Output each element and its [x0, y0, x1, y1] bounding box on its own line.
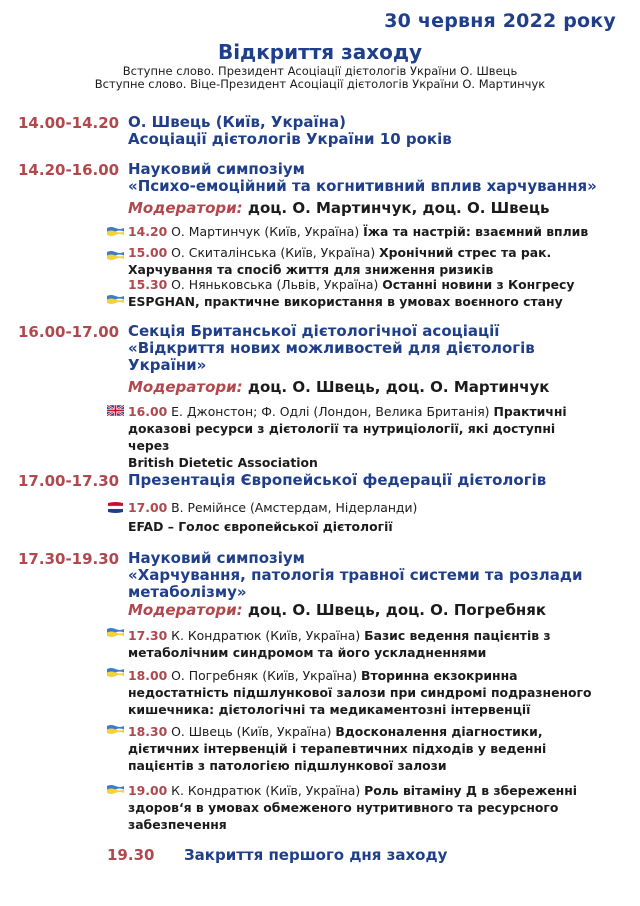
talk-item: 18.30 О. Швець (Київ, Україна) Вдосконалення діагностики, дієтичних інтервенцій і терапевтичних підходів у веденні пацієнтів з патологією підшлункової залози — [128, 724, 547, 773]
event-date: 30 червня 2022 року — [384, 10, 616, 32]
ukraine-flag-icon — [107, 250, 124, 261]
ukraine-flag-icon — [107, 784, 124, 795]
session-title: Науковий симпозіум «Харчування, патологія травної системи та розлади метаболізму» — [128, 549, 583, 601]
opening-title: Відкриття заходу — [217, 40, 423, 64]
talk-item: 14.20 О. Мартинчук (Київ, Україна) Їжа та настрій: взаємний вплив — [128, 224, 589, 239]
uk-flag-icon — [107, 405, 124, 416]
session-time: 14.00-14.20 — [18, 114, 120, 132]
session-title: Секція Британської дієтологічної асоціації «Відкриття нових можливостей для дієтологів України» — [128, 322, 535, 374]
session-time: 16.00-17.00 — [18, 323, 120, 341]
netherlands-flag-icon — [107, 502, 124, 513]
ukraine-flag-icon — [107, 724, 124, 735]
talk-item: 18.00 О. Погребняк (Київ, Україна) Вторинна екзокринна недостатність підшлункової залози при синдромі подразненого кишечника: дієтологічні та медикаментозні інтервенції — [128, 668, 592, 717]
ukraine-flag-icon — [107, 627, 124, 638]
intro-line: Вступне слово. Президент Асоціації дієтологів України О. Швець — [122, 64, 518, 78]
moderators: Модератори: доц. О. Мартинчук, доц. О. Швець — [128, 199, 550, 217]
moderators: Модератори: доц. О. Швець, доц. О. Погребняк — [128, 601, 547, 619]
talk-item: 16.00 Е. Джонстон; Ф. Одлі (Лондон, Велика Британія) Практичні доказові ресурси з дієтології та нутриціології, які доступні через British Dietetic Association — [128, 404, 567, 470]
closing-title: Закриття першого дня заходу — [184, 846, 448, 864]
session-title: Презентація Європейської федерації дієтологів — [128, 471, 547, 489]
talk-item: 17.30 К. Кондратюк (Київ, Україна) Базис ведення пацієнтів з метаболічним синдромом та його ускладненнями — [128, 628, 551, 660]
session-title: Науковий симпозіум «Психо-емоційний та когнитивний вплив харчування» — [128, 160, 597, 195]
ukraine-flag-icon — [107, 667, 124, 678]
ukraine-flag-icon — [107, 294, 124, 305]
talk-item: 15.30 О. Няньковська (Львів, Україна) Останні новини з Конгресу ESPGHAN, практичне використання в умовах воєнного стану — [128, 277, 575, 309]
closing-time: 19.30 — [107, 846, 155, 864]
session-title: О. Швець (Київ, Україна) Асоціації дієтологів України 10 років — [128, 113, 452, 148]
talk-item: 19.00 К. Кондратюк (Київ, Україна) Роль вітаміну Д в збереженні здоров‘я в умовах обмеженого нутритивного та ресурсного забезпечення — [128, 783, 578, 832]
moderators: Модератори: доц. О. Швець, доц. О. Мартинчук — [128, 378, 550, 396]
talk-item: 17.00 В. Ремійнсе (Амстердам, Нідерланди) EFAD – Голос європейської дієтології — [128, 500, 418, 534]
session-time: 17.00-17.30 — [18, 472, 120, 490]
session-time: 14.20-16.00 — [18, 161, 120, 179]
session-time: 17.30-19.30 — [18, 550, 120, 568]
intro-line: Вступне слово. Віце-Президент Асоціації дієтологів України О. Мартинчук — [94, 77, 546, 91]
ukraine-flag-icon — [107, 226, 124, 237]
talk-item: 15.00 О. Скиталінська (Київ, Україна) Хронічний стрес та рак. Харчування та спосіб життя для зниження ризиків — [128, 245, 552, 277]
